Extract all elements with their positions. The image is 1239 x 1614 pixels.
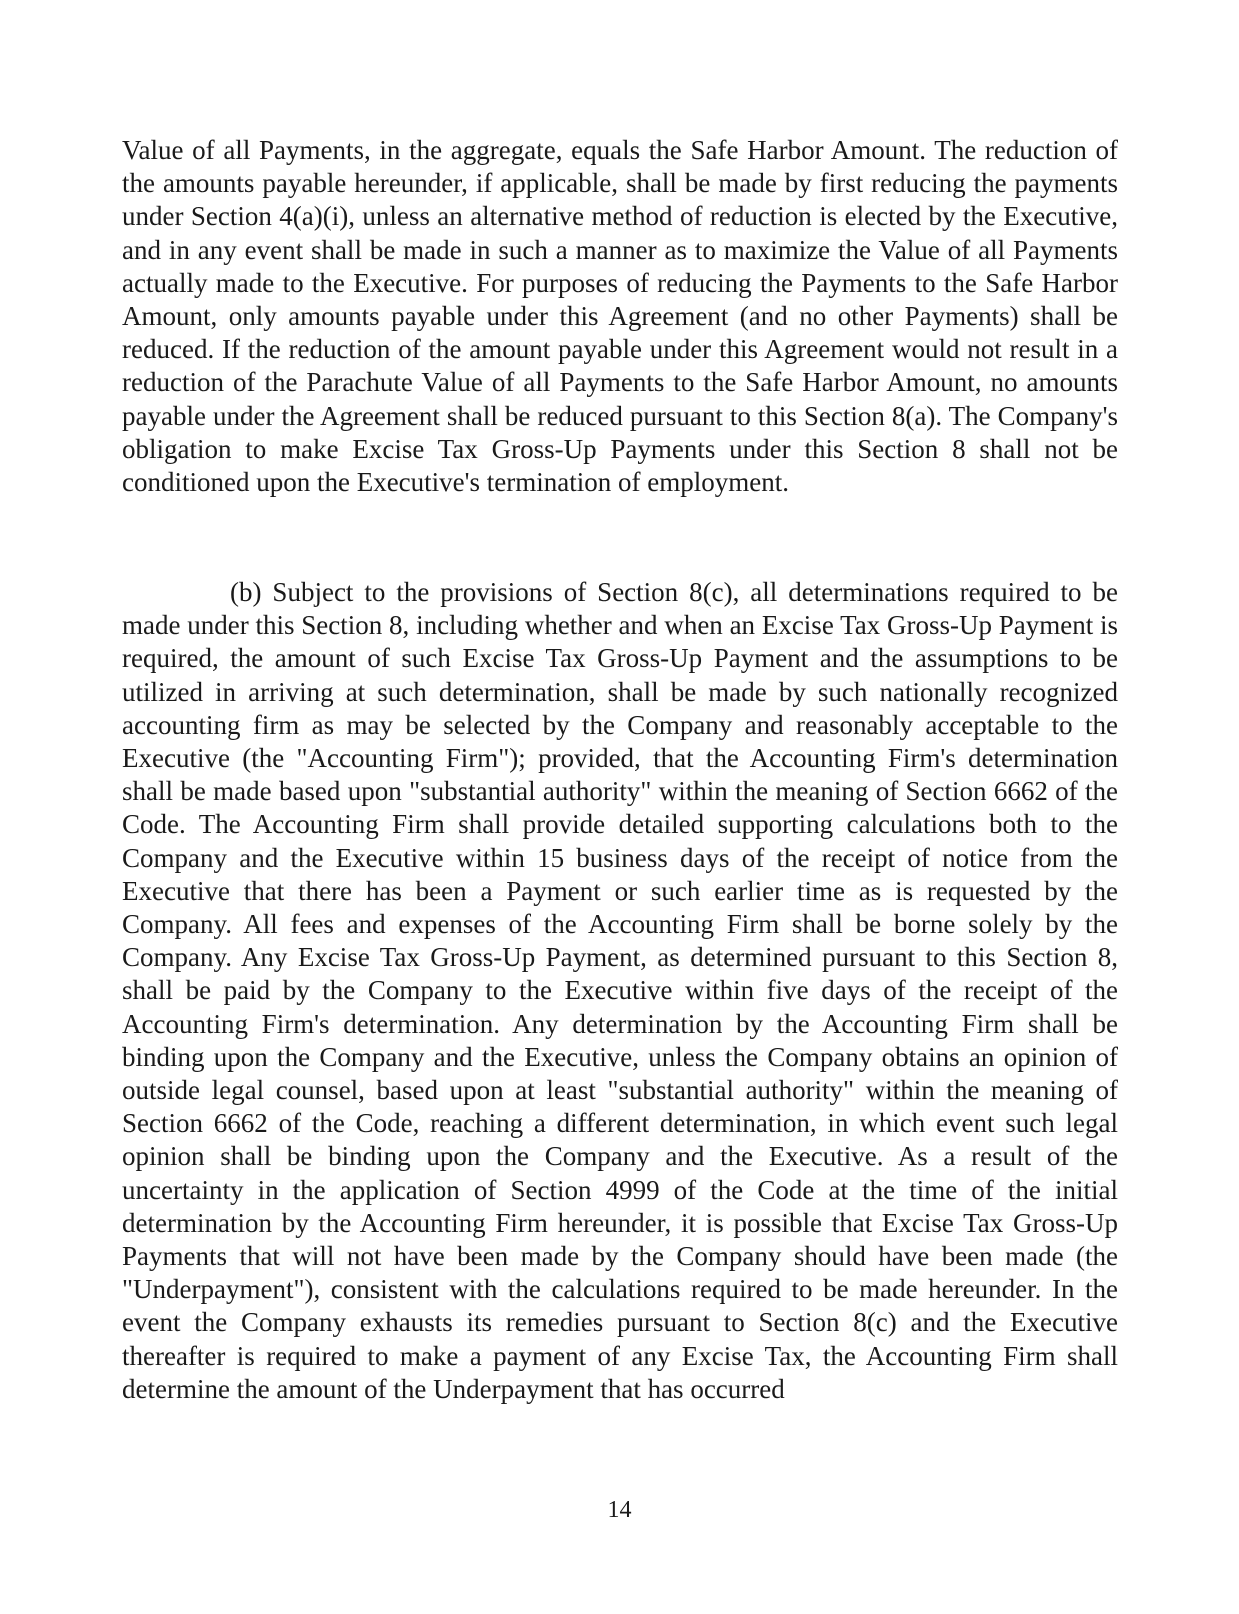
page-number: 14	[607, 1497, 632, 1523]
paragraph-continuation: Value of all Payments, in the aggregate, equals the Safe Harbor Amount. The reduction of the amounts payable hereunder, if applicable, shall be made by first reducing the payments under Section 4(a)(i), unless an alternative method of reduction is elected by the Executive, and in any event shall be made in such a manner as to maximize the Value of all Payments actually made to the Executive. For purposes of reducing the Payments to the Safe Harbor Amount, only amounts payable under this Agreement (and no other Payments) shall be reduced. If the reduction of the amount payable under this Agreement would not result in a reduction of the Parachute Value of all Payments to the Safe Harbor Amount, no amounts payable under the Agreement shall be reduced pursuant to this Section 8(a). The Company's obligation to make Excise Tax Gross-Up Payments under this Section 8 shall not be conditioned upon the Executive's termination of employment.	[122, 135, 1118, 498]
paragraph-section-8b: (b) Subject to the provisions of Section 8(c), all determinations required to be made under this Section 8, including whether and when an Excise Tax Gross-Up Payment is required, the amount of such Excise Tax Gross-Up Payment and the assumptions to be utilized in arriving at such determination, shall be made by such nationally recognized accounting firm as may be selected by the Company and reasonably acceptable to the Executive (the "Accounting Firm"); provided, that the Accounting Firm's determination shall be made based upon "substantial authority" within the meaning of Section 6662 of the Code. The Accounting Firm shall provide detailed supporting calculations both to the Company and the Executive within 15 business days of the receipt of notice from the Executive that there has been a Payment or such earlier time as is requested by the Company. All fees and expenses of the Accounting Firm shall be borne solely by the Company. Any Excise Tax Gross-Up Payment, as determined pursuant to this Section 8, shall be paid by the Company to the Executive within five days of the receipt of the Accounting Firm's determination. Any determination by the Accounting Firm shall be binding upon the Company and the Executive, unless the Company obtains an opinion of outside legal counsel, based upon at least "substantial authority" within the meaning of Section 6662 of the Code, reaching a different determination, in which event such legal opinion shall be binding upon the Company and the Executive. As a result of the uncertainty in the application of Section 4999 of the Code at the time of the initial determination by the Accounting Firm hereunder, it is possible that Excise Tax Gross-Up Payments that will not have been made by the Company should have been made (the "Underpayment"), consistent with the calculations required to be made hereunder. In the event the Company exhausts its remedies pursuant to Section 8(c) and the Executive thereafter is required to make a payment of any Excise Tax, the Accounting Firm shall determine the amount of the Underpayment that has occurred	[122, 577, 1118, 1404]
